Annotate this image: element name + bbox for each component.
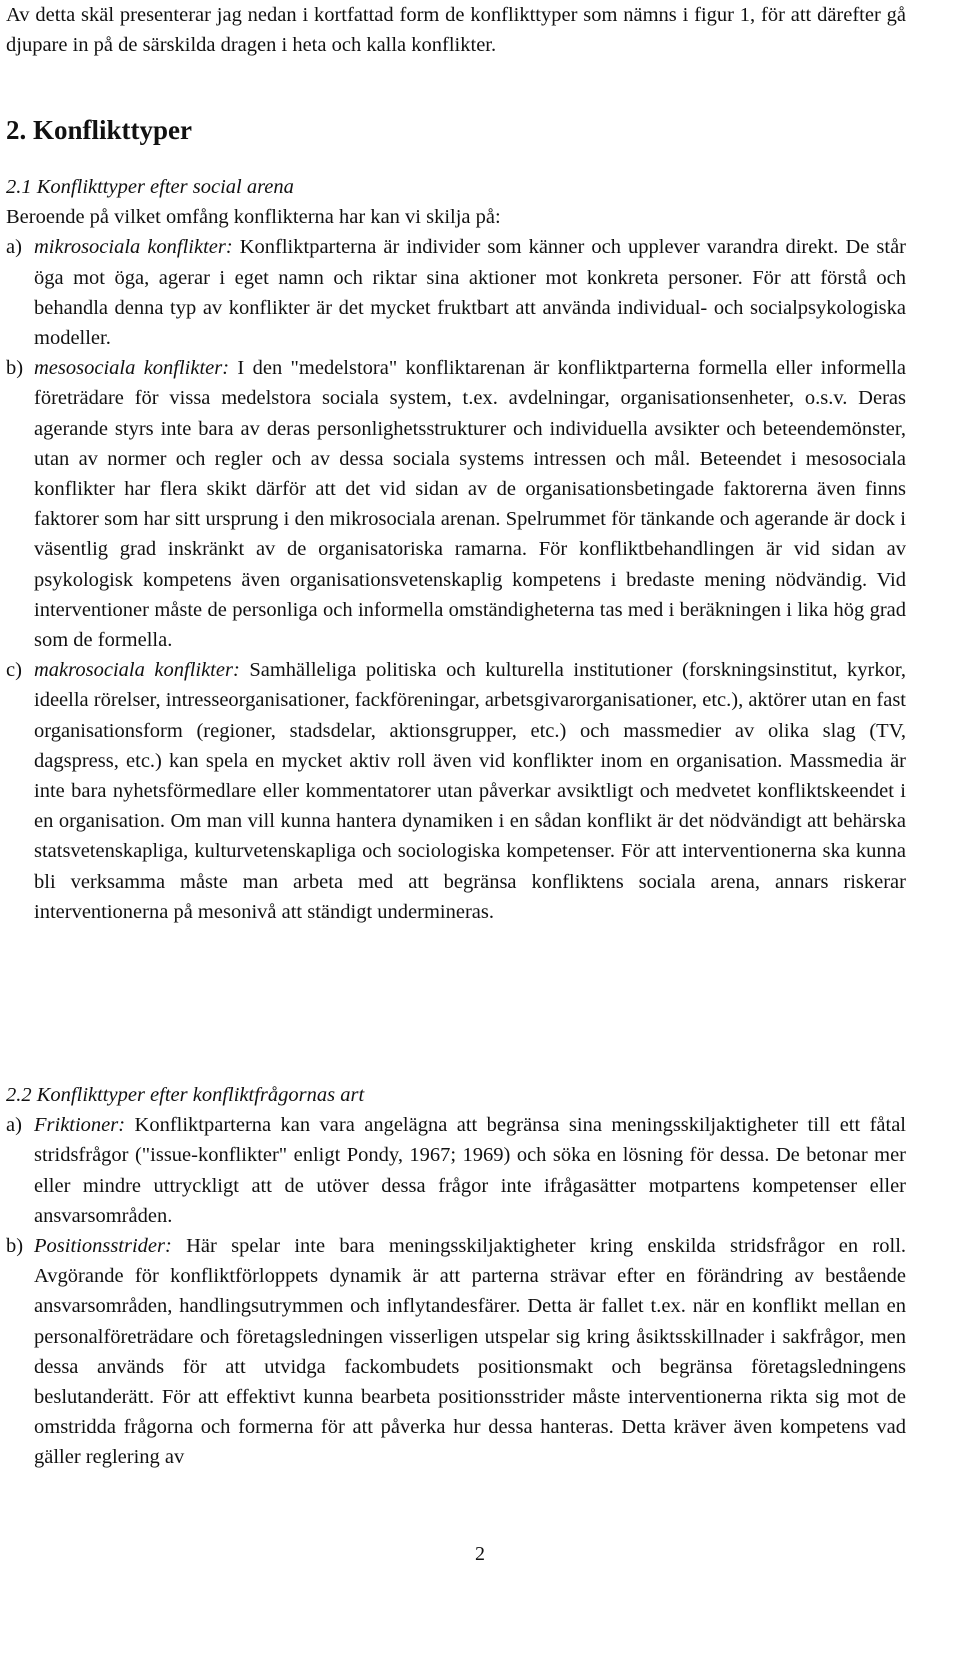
list-item-text: Samhälleliga politiska och kulturella institutioner (forskningsinstitut, kyrkor, ideella rörelser, intresseorganisationer, fackföreningar, arbetsgivarorganisationer, etc.), aktörer utan en fast organisationsform (regioner, stadsdelar, aktionsgrupper, etc.) och massmedier av olika slag (TV, dagspress, etc.) kan spela en mycket aktiv roll även vid konflikter inom en organisation. Massmedia är inte bara nyhetsförmedlare eller kommentatorer utan påverkar avsiktligt och medvetet konfliktskeendet i en organisation. Om man vill kunna hantera dynamiken i en sådan konflikt är det nödvändigt att behärska statsvetenskapliga, kulturvetenskapliga och sociologiska kompetenser. För att interventionerna ska kunna bli verksamma måste man arbeta med att begränsa konfliktens sociala arena, annars riskerar interventionerna på mesonivå att ständigt undermineras.: [34, 659, 906, 923]
section-heading: 2. Konflikttyper: [6, 115, 192, 145]
term-mesosociala: mesosociala konflikter:: [34, 357, 230, 380]
list-item-label: b): [6, 357, 24, 380]
list-item-label: c): [6, 659, 22, 682]
list-item-text: Konfliktparterna kan vara angelägna att begränsa sina meningsskiljaktigheter till ett fåtal stridsfrågor ("issue-konflikter" enligt Pondy, 1967; 1969) och söka en lösning för dessa. De betonar mer eller mindre uttryckligt att de utöver dessa frågor inte ifrågasätter motpartens kompetenser eller ansvarsområden.: [34, 1114, 907, 1227]
term-positionsstrider: Positionsstrider:: [34, 1235, 172, 1258]
term-mikrosociala: mikrosociala konflikter:: [34, 236, 233, 259]
section-2-1: [6, 172, 906, 927]
page-number: 2: [475, 1543, 485, 1565]
intro-paragraph: Av detta skäl presenterar jag nedan i kortfattad form de konflikttyper som nämns i figur 1, för att därefter gå djupare in på de särskilda dragen i heta och kalla konflikter.: [6, 4, 906, 57]
list-item-label: b): [6, 1235, 24, 1258]
list-item-friktioner: [6, 1110, 906, 1231]
list-item-label: a): [6, 1114, 22, 1137]
list-item-mikrosociala: [6, 232, 906, 353]
list-item-positionsstrider: [6, 1231, 906, 1473]
list-item-text: Här spelar inte bara meningsskiljaktigheter kring enskilda stridsfrågor en roll. Avgörande för konfliktförloppets dynamik är att parterna strävar efter en förändring av bestående ansvarsområden, handlingsutrymmen och inflytandesfärer. Detta är fallet t.ex. när en konflikt mellan en personalföreträdare och företagsledningen visserligen utspelar sig kring åsiktsskillnader i sakfrågor, men dessa används för att utvidga fackombudets positionsmakt och begränsa företagsledningens beslutanderätt. För att effektivt kunna bearbeta positionsstrider måste interventionerna rikta sig mot de omstridda frågorna och formerna för att påverka hur dessa hanteras. Detta kräver även kompetens vad gäller reglering av: [34, 1235, 907, 1469]
list-item-text: Konfliktparterna är individer som känner och upplever varandra direkt. De står öga mot öga, agerar i eget namn och riktar sina aktioner mot konkreta personer. För att förstå och behandla denna typ av konflikter är det mycket fruktbart att använda individual- och socialpsykologiska modeller.: [34, 236, 906, 350]
section-2-2: [6, 1080, 906, 1473]
section-2-1-title: 2.1 Konflikttyper efter social arena: [6, 176, 294, 198]
list-item-makrosociala: [6, 655, 906, 927]
list-item-text: I den "medelstora" konfliktarenan är konfliktparterna formella eller informella företrädare för vissa medelstora sociala system, t.ex. avdelningar, organisationsenheter, o.s.v. Deras agerande styrs inte bara av deras personlighetsstrukturer och individuella avsikter och beteendemönster, utan av normer och regler och av dessa sociala systems intressen och mål. Beteendet i mesosociala konflikter har flera skikt därför att det vid sidan av de organisationsbetingade faktorerna även finns faktorer som har sitt ursprung i den mikrosociala arenan. Spelrummet för tänkande och agerande är dock i väsentlig grad inskränkt av de organisatoriska ramarna. För konfliktbehandlingen är vid sidan av psykologisk kompetens även organisationsvetenskaplig kompetens i bredaste mening nödvändig. Vid interventioner måste de personliga och informella omständigheterna tas med i beräkningen i lika hög grad som de formella.: [34, 357, 907, 652]
section-2-2-title: 2.2 Konflikttyper efter konfliktfrågornas art: [6, 1084, 365, 1106]
term-makrosociala: makrosociala konflikter:: [34, 659, 240, 682]
section-2-1-lead: Beroende på vilket omfång konflikterna har kan vi skilja på:: [6, 206, 501, 229]
term-friktioner: Friktioner:: [34, 1114, 126, 1137]
list-item-mesosociala: [6, 353, 906, 655]
list-item-label: a): [6, 236, 22, 259]
